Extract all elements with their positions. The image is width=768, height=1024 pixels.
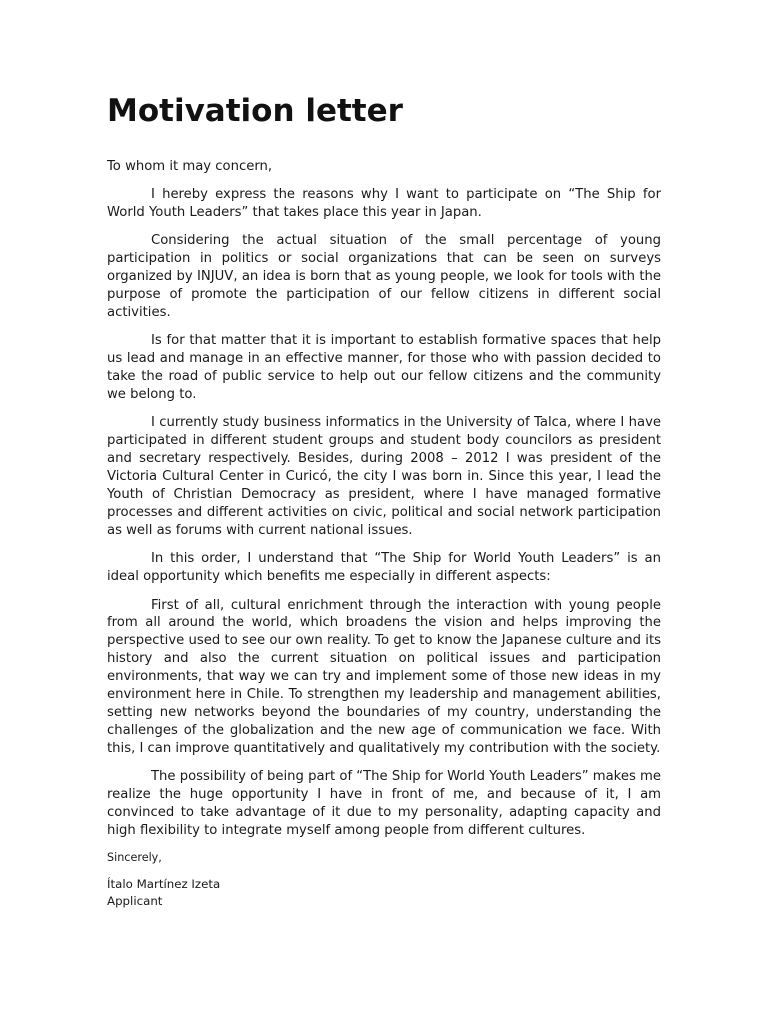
letter-body — [107, 158, 661, 909]
page-title: Motivation letter — [107, 93, 403, 129]
signature-role: Applicant — [107, 893, 163, 908]
salutation: To whom it may concern, — [107, 159, 273, 174]
paragraph-conclusion: The possibility of being part of “The Ship for World Youth Leaders” makes me realize the huge opportunity I have in front of me, and because of it, I am convinced to take advantage of it due to my personality, adapting capacity and high flexibility to integrate myself among people from different cultures. — [107, 769, 661, 838]
paragraph-benefits: First of all, cultural enrichment through the interaction with young people from all around the world, which broadens the vision and helps improving the perspective used to see our own reality. To get to know the Japanese culture and its history and also the current situation on political issues and participation environments, that way we can try and implement some of those new ideas in my environment here in Chile. To strengthen my leadership and management abilities, setting new networks beyond the boundaries of my country, understanding the challenges of the globalization and the new age of communication we face. With this, I can improve quantitatively and qualitatively my contribution with the society. — [107, 597, 661, 756]
paragraph-intro: I hereby express the reasons why I want to participate on “The Ship for World Youth Leaders” that takes place this year in Japan. — [107, 186, 661, 220]
closing: Sincerely, — [107, 851, 162, 865]
paragraph-purpose: Is for that matter that it is important to establish formative spaces that help us lead and manage in an effective manner, for those who with passion decided to take the road of public service to help out our fellow citizens and the community we belong to. — [107, 333, 661, 402]
signature-name: Ítalo Martínez Izeta — [107, 877, 221, 892]
paragraph-opportunity: In this order, I understand that “The Ship for World Youth Leaders” is an ideal opportunity which benefits me especially in different aspects: — [107, 551, 661, 585]
paragraph-context: Considering the actual situation of the small percentage of young participation in politics or social organizations that can be seen on surveys organized by INJUV, an idea is born that as young people, we look for tools with the purpose of promote the participation of our fellow citizens in different social activities. — [107, 233, 661, 320]
paragraph-background: I currently study business informatics in the University of Talca, where I have participated in different student groups and student body councilors as president and secretary respectively. Besides, during 2008 – 2012 I was president of the Victoria Cultural Center in Curicó, the city I was born in. Since this year, I lead the Youth of Christian Democracy as president, where I have managed formative processes and different activities on civic, political and social network participation as well as forums with current national issues. — [107, 415, 661, 538]
letter-page — [107, 0, 661, 1024]
